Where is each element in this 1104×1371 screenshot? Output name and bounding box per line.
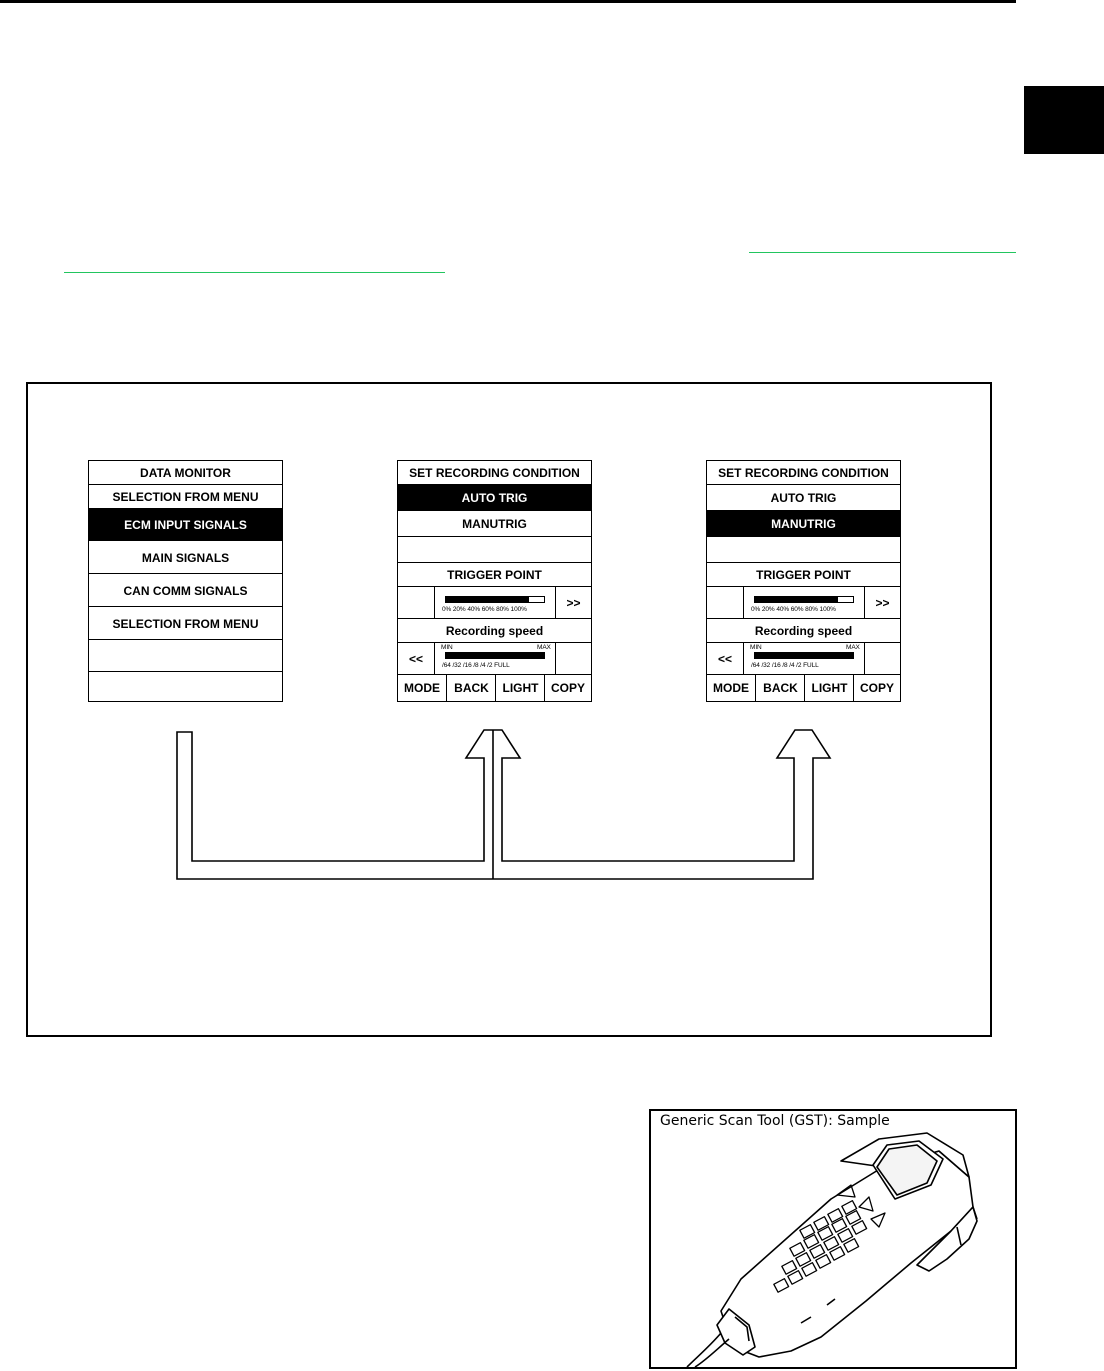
trigger-scale: 0% 20% 40% 60% 80% 100% (442, 606, 527, 613)
data-monitor-figure (26, 382, 992, 1037)
trigger-next-button[interactable]: >> (555, 587, 591, 619)
top-rule (0, 0, 1016, 3)
panel-title: SET RECORDING CONDITION (409, 465, 580, 480)
reference-link-line-2[interactable] (64, 272, 445, 273)
speed-min-label: MIN (441, 644, 453, 651)
trigger-point-label: TRIGGER POINT (707, 562, 900, 587)
copy-button[interactable]: COPY (544, 675, 591, 701)
gst-illustration-box (649, 1109, 1017, 1369)
flow-arrows (28, 384, 990, 1035)
flow-arrow-outline (177, 730, 830, 879)
back-button[interactable]: BACK (755, 675, 805, 701)
panel-title: SET RECORDING CONDITION (718, 465, 889, 480)
mode-button[interactable]: MODE (404, 681, 440, 695)
light-button[interactable]: LIGHT (495, 675, 545, 701)
trigger-scale: 0% 20% 40% 60% 80% 100% (751, 606, 836, 613)
reference-link-line-1[interactable] (749, 252, 1016, 253)
trigger-point-label: TRIGGER POINT (398, 562, 591, 587)
recording-speed-label: Recording speed (707, 618, 900, 643)
speed-max-label: MAX (537, 644, 551, 651)
trigger-next-button[interactable]: >> (864, 587, 900, 619)
recording-speed-label: Recording speed (398, 618, 591, 643)
speed-prev-button[interactable]: << (707, 643, 744, 675)
panel-row: DATA MONITOR (140, 465, 231, 480)
menu-item-main-signals[interactable]: MAIN SIGNALS (89, 540, 282, 574)
mode-button[interactable]: MODE (713, 681, 749, 695)
copy-button[interactable]: COPY (853, 675, 900, 701)
speed-scale: /64 /32 /16 /8 /4 /2 FULL (442, 662, 510, 669)
menu-item-ecm-input-signals[interactable]: ECM INPUT SIGNALS (89, 508, 282, 541)
manu-trig-button[interactable]: MANUTRIG (707, 510, 900, 537)
manu-trig-button[interactable]: MANUTRIG (398, 510, 591, 537)
panel-row[interactable]: SELECTION FROM MENU (89, 484, 282, 509)
generic-scan-tool-icon (651, 1111, 1015, 1367)
gst-caption: Generic Scan Tool (GST): Sample (660, 1113, 890, 1129)
speed-min-label: MIN (750, 644, 762, 651)
speed-scale: /64 /32 /16 /8 /4 /2 FULL (751, 662, 819, 669)
speed-prev-button[interactable]: << (398, 643, 435, 675)
section-tab (1024, 86, 1104, 154)
back-button[interactable]: BACK (446, 675, 496, 701)
menu-item-can-comm-signals[interactable]: CAN COMM SIGNALS (89, 573, 282, 607)
light-button[interactable]: LIGHT (804, 675, 854, 701)
speed-max-label: MAX (846, 644, 860, 651)
auto-trig-button[interactable]: AUTO TRIG (707, 484, 900, 511)
menu-item-selection-from-menu[interactable]: SELECTION FROM MENU (89, 606, 282, 640)
auto-trig-button[interactable]: AUTO TRIG (398, 484, 591, 511)
